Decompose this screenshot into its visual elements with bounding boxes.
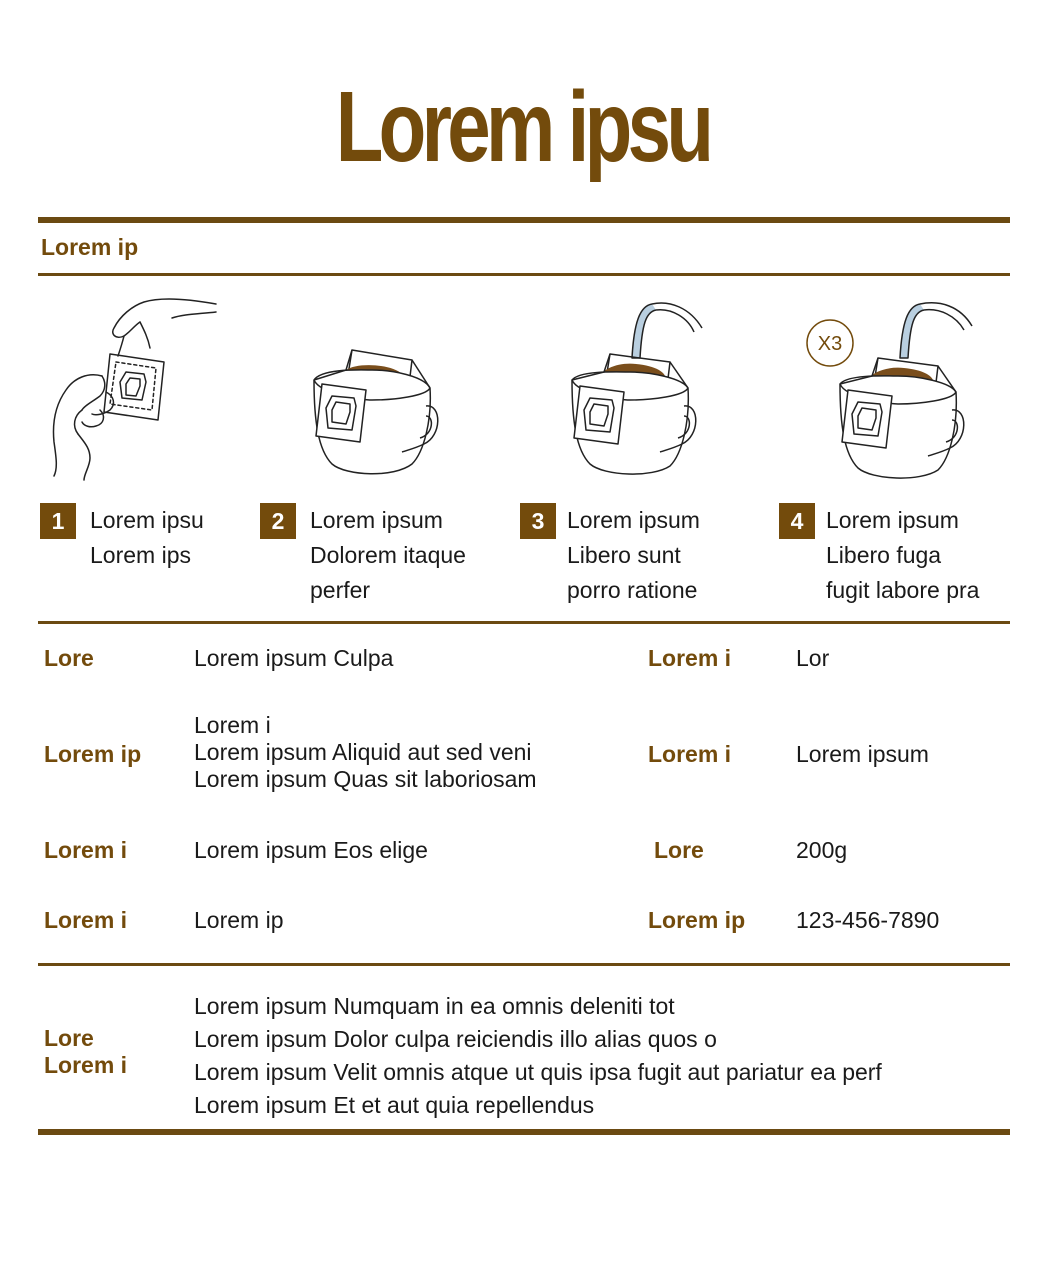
spec-2-value: Lorem i Lorem ipsum Aliquid aut sed veni Lorem ipsum Quas sit laboriosam (194, 712, 537, 792)
specs-rule (38, 963, 1010, 966)
page-title: Lorem ipsu (335, 71, 710, 183)
spec-4-value: Lorem ip (194, 907, 284, 933)
section-rule (38, 273, 1010, 276)
spec-2-value-2: Lorem ipsum (796, 741, 929, 767)
bottom-rule (38, 1129, 1010, 1135)
spec-2-label: Lorem ip (44, 741, 142, 767)
spec-4-value-2: 123-456-7890 (796, 907, 940, 933)
repeat-pour-illustration (800, 298, 980, 488)
steps-rule (38, 621, 1010, 624)
top-rule (38, 217, 1010, 223)
step-1-number: 1 (40, 503, 76, 539)
repeat-badge-text: X3 (817, 333, 843, 355)
open-bag-illustration (44, 292, 224, 482)
spec-3-value: Lorem ipsum Eos elige (194, 837, 428, 863)
notes-lines: Lorem ipsum Numquam in ea omnis deleniti tot Lorem ipsum Dolor culpa reiciendis illo alias quos o Lorem ipsum Velit omnis atque ut quis ipsa fugit aut pariatur ea perf Lorem ipsum Et et aut quia repellendus (194, 993, 882, 1118)
spec-3-label: Lorem i (44, 837, 128, 863)
spec-3-label-2: Lore (654, 837, 704, 863)
spec-1-value: Lorem ipsum Culpa (194, 645, 394, 671)
step-2-number: 2 (260, 503, 296, 539)
spec-3-value-2: 200g (796, 837, 848, 863)
spec-1-value-2: Lor (796, 645, 830, 671)
step-4-text: Lorem ipsum Libero fuga fugit labore pra (826, 507, 980, 603)
spec-1-label-2: Lorem i (648, 645, 732, 671)
step-4-number: 4 (779, 503, 815, 539)
spec-1-label: Lore (44, 645, 94, 671)
step-3-number: 3 (520, 503, 556, 539)
spec-4-label: Lorem i (44, 907, 128, 933)
spec-2-label-2: Lorem i (648, 741, 732, 767)
notes-label: Lore Lorem i (44, 1025, 128, 1078)
step-3-text: Lorem ipsum Libero sunt porro ratione (567, 507, 700, 603)
bag-on-cup-illustration (302, 340, 442, 480)
section-label: Lorem ip (41, 234, 139, 260)
spec-4-label-2: Lorem ip (648, 907, 746, 933)
step-2-text: Lorem ipsum Dolorem itaque perfer (310, 507, 466, 603)
pour-water-illustration (560, 298, 710, 480)
step-1-text: Lorem ipsu Lorem ips (90, 507, 204, 568)
